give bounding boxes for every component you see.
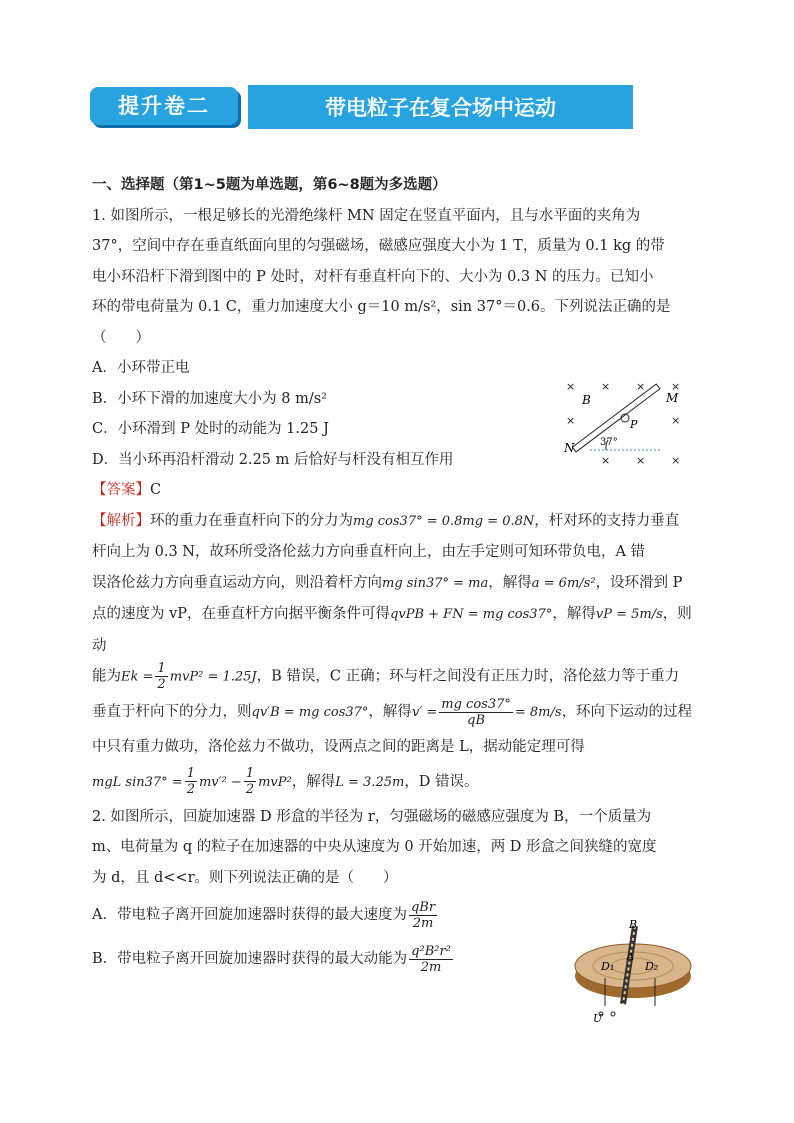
- label-d1: D₁: [601, 960, 615, 973]
- text: ，解得: [552, 606, 596, 622]
- svg-text:×: ×: [601, 380, 611, 393]
- q2-option-b: [92, 937, 562, 981]
- fraction-num: q²B²r²: [411, 943, 451, 959]
- analysis-tag: 【解析】: [92, 512, 150, 529]
- q1-analysis-line2: 杆向上为 0.3 N，故环所受洛伦兹力方向垂直杆向上，由左手定则可知环带负电，A 错: [92, 544, 646, 560]
- text: ，环向下运动的过程: [561, 704, 693, 720]
- svg-text:×: ×: [566, 380, 576, 393]
- label-b: B: [629, 918, 638, 931]
- label-a: A: [627, 952, 635, 963]
- q1-analysis-line8: [92, 763, 702, 802]
- fraction-den: qB: [467, 712, 485, 728]
- fraction-den: 2: [157, 677, 166, 692]
- paper-title: 带电粒子在复合场中运动: [248, 85, 633, 129]
- svg-text:×: ×: [671, 414, 681, 427]
- label-p: P: [630, 418, 638, 431]
- q1-analysis-line1: [92, 506, 702, 538]
- text: ，杆对环的支持力垂直: [534, 512, 680, 529]
- q1-stem-line1: 1. 如图所示，一根足够长的光滑绝缘杆 MN 固定在竖直平面内，且与水平面的夹角为: [92, 207, 641, 224]
- q1-stem-line2: 37°，空间中存在垂直纸面向里的匀强磁场，磁感应强度大小为 1 T，质量为 0.1 kg 的带: [92, 238, 665, 254]
- formula: qv′B = mg cos37°: [251, 705, 369, 720]
- fraction-den: 2m: [420, 959, 442, 975]
- q1-analysis-line5: [92, 661, 702, 693]
- label-d2: D₂: [645, 960, 659, 973]
- formula: qvPB + FN = mg cos37°: [390, 607, 553, 622]
- svg-text:×: ×: [601, 454, 611, 467]
- q1-analysis-line4: [92, 599, 702, 661]
- q1-stem-line3: 电小环沿杆下滑到图中的 P 处时，对杆有垂直杆向下的、大小为 0.3 N 的压力。已知小: [92, 268, 654, 285]
- fraction-num: 1: [245, 766, 255, 781]
- text: ，设环滑到 P: [595, 574, 683, 591]
- text: 误洛伦兹力方向垂直运动方向，则沿着杆方向: [92, 574, 382, 591]
- label-m: M: [666, 391, 679, 405]
- fraction-num: 1: [157, 661, 166, 676]
- formula: mgL sin37° =: [92, 774, 183, 790]
- fraction-den: 2m: [412, 915, 434, 931]
- text: 垂直于杆向下的分力，则: [92, 704, 252, 720]
- fraction-num: qBr: [410, 899, 436, 915]
- text: ，D 错误。: [404, 773, 479, 790]
- text: ，解得: [291, 773, 336, 790]
- formula: Ek =: [121, 669, 154, 685]
- q1-option-d: D．当小环再沿杆滑动 2.25 m 后恰好与杆没有相互作用: [92, 451, 454, 468]
- q2-stem-line3: 为 d，且 d<<r。则下列说法正确的是（ ）: [92, 869, 398, 886]
- q1-analysis-line3: [92, 568, 702, 600]
- formula: = 8m/s: [514, 705, 562, 720]
- q1-analysis-line6: [92, 693, 702, 732]
- q1-option-c: C．小环滑到 P 处时的动能为 1.25 J: [92, 421, 329, 437]
- text: B．带电粒子离开回旋加速器时获得的最大动能为: [92, 951, 408, 967]
- text: A．带电粒子离开回旋加速器时获得的最大速度为: [92, 907, 407, 923]
- label-b: B: [582, 393, 591, 407]
- q1-option-b: B．小环下滑的加速度大小为 8 m/s²: [92, 390, 327, 407]
- terminal: [611, 1012, 615, 1016]
- paper-badge: 提升卷二: [90, 87, 238, 125]
- q1-stem-line4: 环的带电荷量为 0.1 C，重力加速度大小 g＝10 m/s²，sin 37°＝0.6。下列说法正确的是: [92, 299, 671, 315]
- fraction-den: 2: [245, 782, 255, 797]
- fraction-den: 2: [186, 782, 195, 797]
- formula: mvP² = 1.25J: [169, 669, 257, 685]
- fraction-num: mg cos37°: [441, 696, 511, 712]
- cyclotron-figure: [565, 918, 700, 1023]
- rod-field-figure: [560, 378, 690, 468]
- q1-answer: [92, 475, 702, 506]
- text: 点的速度为 vP，在垂直杆方向据平衡条件可得: [92, 606, 391, 622]
- svg-text:×: ×: [636, 380, 646, 393]
- answer-value: C: [150, 482, 162, 498]
- formula: mg sin37° = ma: [382, 575, 489, 591]
- text: ，解得: [488, 574, 532, 591]
- q2-stem-line1: 2. 如图所示，回旋加速器 D 形盒的半径为 r，匀强磁场的磁感应强度为 B，一个质量为: [92, 808, 652, 825]
- label-angle: 37°: [600, 437, 618, 448]
- text: ，则动: [92, 606, 692, 654]
- page-header: [90, 85, 634, 129]
- label-u: U: [593, 1012, 603, 1023]
- formula: a = 6m/s²: [531, 575, 596, 591]
- text: ，解得: [368, 704, 412, 720]
- svg-text:×: ×: [671, 454, 681, 467]
- q2-stem-line2: m、电荷量为 q 的粒子在加速器的中央从速度为 0 开始加速，两 D 形盒之间狭缝的宽度: [92, 839, 657, 855]
- label-n: N: [564, 441, 575, 455]
- fraction: [244, 766, 256, 797]
- fraction: [409, 900, 437, 931]
- answer-tag: 【答案】: [92, 482, 150, 498]
- q1-option-a: A．小环带正电: [92, 360, 190, 376]
- formula: L = 3.25m: [335, 774, 405, 790]
- formula: mg cos37° = 0.8mg = 0.8N: [353, 513, 535, 529]
- fraction: [185, 766, 197, 797]
- document-body: [92, 170, 702, 981]
- q2-option-a: [92, 893, 562, 937]
- formula: mvP²: [258, 774, 292, 790]
- text: 环的重力在垂直杆向下的分力为: [150, 512, 353, 529]
- fraction: [439, 697, 513, 728]
- text: 能为: [92, 668, 121, 685]
- q1-analysis-line7: 中只有重力做功，洛伦兹力不做功，设两点之间的距离是 L，据动能定理可得: [92, 739, 585, 755]
- formula: v′ =: [411, 705, 438, 720]
- svg-text:×: ×: [671, 380, 681, 393]
- fraction: [409, 944, 453, 975]
- formula: vP = 5m/s: [595, 607, 663, 622]
- fraction-num: 1: [186, 766, 195, 781]
- fraction: [155, 661, 167, 692]
- text: ，B 错误，C 正确；环与杆之间没有正压力时，洛伦兹力等于重力: [256, 668, 680, 685]
- section-heading: 一、选择题（第1~5题为单选题，第6~8题为多选题）: [92, 177, 447, 193]
- q1-paren: （ ）: [92, 329, 150, 346]
- svg-text:×: ×: [636, 454, 646, 467]
- svg-text:×: ×: [566, 414, 576, 427]
- formula: mv′² −: [198, 774, 242, 790]
